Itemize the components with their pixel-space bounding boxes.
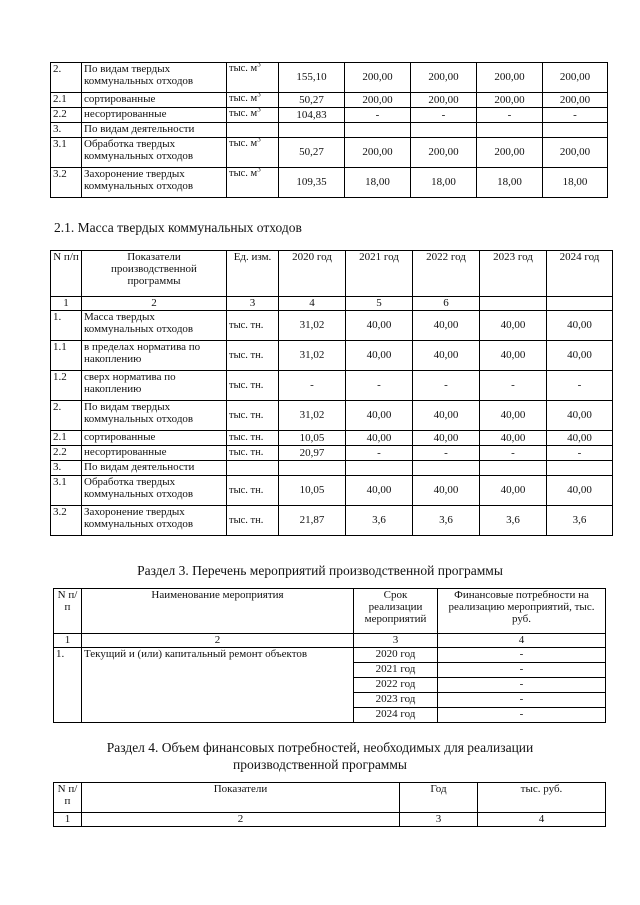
value-cell: 40,00 — [413, 311, 480, 341]
row-unit — [227, 168, 279, 198]
index-cell: 6 — [413, 297, 480, 311]
value-cell: 3,6 — [413, 506, 480, 536]
unit-superscript: 3 — [257, 92, 261, 99]
row-number: 3.1 — [51, 476, 82, 506]
unit-text: тыс. м — [229, 168, 258, 179]
value-cell: 3,6 — [547, 506, 613, 536]
header-cell: Наименование мероприятия — [82, 589, 354, 634]
header-cell: 2023 год — [480, 251, 547, 297]
value-cell: 200,00 — [345, 93, 411, 108]
period-value: - — [438, 693, 606, 708]
table-3-index-row — [54, 634, 606, 648]
value-cell: 50,27 — [279, 93, 345, 108]
row-number: 3. — [51, 461, 82, 476]
unit-text: тыс. м — [229, 138, 258, 149]
value-cell: 40,00 — [547, 476, 613, 506]
index-cell: 4 — [438, 634, 606, 648]
value-cell: 18,00 — [411, 168, 477, 198]
value-cell: 200,00 — [345, 63, 411, 93]
value-cell: 40,00 — [413, 401, 480, 431]
index-cell: 2 — [82, 634, 354, 648]
index-cell: 5 — [346, 297, 413, 311]
header-cell: 2021 год — [346, 251, 413, 297]
value-cell: 20,97 — [279, 446, 346, 461]
value-cell — [543, 123, 608, 138]
period-year: 2022 год — [354, 678, 438, 693]
value-cell: 155,10 — [279, 63, 345, 93]
unit-superscript: 3 — [257, 137, 261, 144]
value-cell: 40,00 — [413, 431, 480, 446]
header-cell: N п/п — [51, 251, 82, 297]
table-row — [51, 123, 608, 138]
value-cell: - — [477, 108, 543, 123]
value-cell: 40,00 — [547, 341, 613, 371]
table-row — [51, 63, 608, 93]
value-cell: 40,00 — [346, 401, 413, 431]
header-cell: Год — [400, 783, 478, 813]
value-cell: 40,00 — [346, 311, 413, 341]
table-2-1-body — [51, 311, 613, 536]
row-unit: тыс. тн. — [227, 371, 279, 401]
row-name: сортированные — [82, 93, 227, 108]
value-cell: 50,27 — [279, 138, 345, 168]
value-cell: 18,00 — [543, 168, 608, 198]
table-4-header — [54, 783, 606, 813]
header-cell: Срок реализации мероприятий — [354, 589, 438, 634]
table-4 — [53, 782, 606, 827]
header-cell: тыс. руб. — [478, 783, 606, 813]
value-cell: - — [543, 108, 608, 123]
value-cell: 109,35 — [279, 168, 345, 198]
row-number: 1. — [51, 311, 82, 341]
value-cell: 200,00 — [411, 93, 477, 108]
value-cell — [480, 461, 547, 476]
index-cell: 1 — [51, 297, 82, 311]
table-3 — [53, 588, 606, 723]
header-cell: Финансовые потребности на реализацию мероприятий, тыс. руб. — [438, 589, 606, 634]
table-row — [51, 138, 608, 168]
value-cell: 40,00 — [480, 476, 547, 506]
table-row — [51, 371, 613, 401]
row-unit — [227, 108, 279, 123]
header-cell: Ед. изм. — [227, 251, 279, 297]
period-value: - — [438, 708, 606, 723]
row-name: в пределах норматива по накоплению — [82, 341, 227, 371]
row-number: 2.1 — [51, 431, 82, 446]
table-2-1-header — [51, 251, 613, 297]
value-cell: 200,00 — [411, 138, 477, 168]
index-cell: 2 — [82, 297, 227, 311]
section-4-title — [0, 740, 640, 774]
value-cell: 18,00 — [477, 168, 543, 198]
index-cell: 1 — [54, 813, 82, 827]
header-cell: N п/п — [54, 589, 82, 634]
row-number: 1. — [54, 648, 82, 723]
row-name: По видам деятельности — [82, 461, 227, 476]
row-number: 3.2 — [51, 506, 82, 536]
unit-superscript: 3 — [257, 62, 261, 69]
value-cell: 200,00 — [411, 63, 477, 93]
table-row — [51, 461, 613, 476]
value-cell: 31,02 — [279, 401, 346, 431]
table-row — [51, 93, 608, 108]
value-cell: 40,00 — [346, 341, 413, 371]
row-number: 2. — [51, 63, 82, 93]
value-cell: - — [480, 371, 547, 401]
value-cell: - — [480, 446, 547, 461]
value-cell: 18,00 — [345, 168, 411, 198]
row-name: сверх норматива по накоплению — [82, 371, 227, 401]
header-cell: 2024 год — [547, 251, 613, 297]
value-cell: - — [547, 371, 613, 401]
row-name: По видам твердых коммунальных отходов — [82, 401, 227, 431]
section-4-title-line1: Раздел 4. Объем финансовых потребностей, необходимых для реализации — [106, 740, 534, 755]
index-cell: 4 — [478, 813, 606, 827]
unit-superscript: 3 — [257, 167, 261, 174]
index-cell: 3 — [354, 634, 438, 648]
table-2-1 — [50, 250, 613, 536]
value-cell — [547, 461, 613, 476]
value-cell: 40,00 — [480, 311, 547, 341]
table-top-body — [51, 63, 608, 198]
value-cell: - — [547, 446, 613, 461]
row-name: Масса твердых коммунальных отходов — [82, 311, 227, 341]
index-cell: 3 — [227, 297, 279, 311]
value-cell: 40,00 — [547, 401, 613, 431]
header-cell: Показатели производственной программы — [82, 251, 227, 297]
section-2-1-title: 2.1. Масса твердых коммунальных отходов — [54, 220, 302, 235]
row-number: 3.1 — [51, 138, 82, 168]
table-row — [51, 401, 613, 431]
value-cell: 200,00 — [345, 138, 411, 168]
header-cell: Показатели — [82, 783, 400, 813]
row-unit: тыс. тн. — [227, 341, 279, 371]
table-2-1-index-row — [51, 297, 613, 311]
value-cell: - — [346, 446, 413, 461]
value-cell — [411, 123, 477, 138]
row-unit — [227, 461, 279, 476]
row-number: 1.2 — [51, 371, 82, 401]
value-cell: 200,00 — [543, 63, 608, 93]
table-row — [51, 446, 613, 461]
value-cell: 40,00 — [346, 431, 413, 446]
row-name: несортированные — [82, 108, 227, 123]
value-cell: - — [345, 108, 411, 123]
index-cell: 4 — [279, 297, 346, 311]
period-year: 2024 год — [354, 708, 438, 723]
table-top — [50, 62, 608, 198]
index-cell — [480, 297, 547, 311]
table-row — [51, 108, 608, 123]
row-unit: тыс. тн. — [227, 401, 279, 431]
header-cell: 2020 год — [279, 251, 346, 297]
table-4-index-row — [54, 813, 606, 827]
row-unit: тыс. тн. — [227, 506, 279, 536]
value-cell: 40,00 — [480, 431, 547, 446]
row-name: Обработка твердых коммунальных отходов — [82, 138, 227, 168]
row-name: Захоронение твердых коммунальных отходов — [82, 506, 227, 536]
value-cell: 40,00 — [346, 476, 413, 506]
row-number: 2.2 — [51, 446, 82, 461]
value-cell: 104,83 — [279, 108, 345, 123]
value-cell: 200,00 — [477, 93, 543, 108]
row-name: По видам твердых коммунальных отходов — [82, 63, 227, 93]
table-3-body — [54, 648, 606, 723]
row-name: сортированные — [82, 431, 227, 446]
table-row — [51, 311, 613, 341]
index-cell — [547, 297, 613, 311]
row-unit: тыс. тн. — [227, 311, 279, 341]
period-value: - — [438, 678, 606, 693]
value-cell: 3,6 — [346, 506, 413, 536]
index-cell: 2 — [82, 813, 400, 827]
table-row — [51, 476, 613, 506]
header-cell: N п/п — [54, 783, 82, 813]
row-number: 2.2 — [51, 108, 82, 123]
value-cell — [413, 461, 480, 476]
row-number: 3. — [51, 123, 82, 138]
row-unit — [227, 93, 279, 108]
unit-superscript: 3 — [257, 107, 261, 114]
value-cell — [279, 123, 345, 138]
unit-text: тыс. м — [229, 108, 258, 119]
row-number: 2.1 — [51, 93, 82, 108]
header-cell: 2022 год — [413, 251, 480, 297]
value-cell — [279, 461, 346, 476]
period-year: 2020 год — [354, 648, 438, 663]
value-cell: 200,00 — [477, 63, 543, 93]
row-number: 3.2 — [51, 168, 82, 198]
value-cell: - — [413, 371, 480, 401]
row-name: Текущий и (или) капитальный ремонт объектов — [82, 648, 354, 723]
period-year: 2021 год — [354, 663, 438, 678]
value-cell: - — [279, 371, 346, 401]
value-cell: 40,00 — [547, 431, 613, 446]
table-row — [51, 431, 613, 446]
value-cell: 200,00 — [543, 93, 608, 108]
row-number: 2. — [51, 401, 82, 431]
row-number: 1.1 — [51, 341, 82, 371]
table-row — [51, 506, 613, 536]
value-cell: 21,87 — [279, 506, 346, 536]
value-cell — [345, 123, 411, 138]
section-3-title: Раздел 3. Перечень мероприятий производственной программы — [137, 563, 503, 578]
row-unit — [227, 138, 279, 168]
value-cell: 3,6 — [480, 506, 547, 536]
row-name: несортированные — [82, 446, 227, 461]
row-name: Обработка твердых коммунальных отходов — [82, 476, 227, 506]
value-cell: 10,05 — [279, 476, 346, 506]
period-year: 2023 год — [354, 693, 438, 708]
value-cell: - — [346, 371, 413, 401]
value-cell — [346, 461, 413, 476]
row-unit — [227, 63, 279, 93]
row-unit: тыс. тн. — [227, 431, 279, 446]
value-cell: 40,00 — [413, 341, 480, 371]
value-cell: - — [413, 446, 480, 461]
value-cell: 40,00 — [480, 401, 547, 431]
value-cell: 200,00 — [543, 138, 608, 168]
value-cell: - — [411, 108, 477, 123]
value-cell: 40,00 — [547, 311, 613, 341]
section-4-title-line2: производственной программы — [233, 756, 407, 772]
value-cell: 31,02 — [279, 341, 346, 371]
row-unit: тыс. тн. — [227, 476, 279, 506]
unit-text: тыс. м — [229, 93, 258, 104]
row-name: По видам деятельности — [82, 123, 227, 138]
index-cell: 3 — [400, 813, 478, 827]
table-row — [51, 341, 613, 371]
unit-text: тыс. м — [229, 63, 258, 74]
table-row — [54, 648, 606, 663]
table-row — [51, 168, 608, 198]
index-cell: 1 — [54, 634, 82, 648]
period-value: - — [438, 663, 606, 678]
value-cell: 200,00 — [477, 138, 543, 168]
value-cell: 31,02 — [279, 311, 346, 341]
row-unit — [227, 123, 279, 138]
row-unit: тыс. тн. — [227, 446, 279, 461]
period-value: - — [438, 648, 606, 663]
value-cell: 10,05 — [279, 431, 346, 446]
value-cell: 40,00 — [413, 476, 480, 506]
row-name: Захоронение твердых коммунальных отходов — [82, 168, 227, 198]
value-cell — [477, 123, 543, 138]
value-cell: 40,00 — [480, 341, 547, 371]
table-3-header — [54, 589, 606, 634]
